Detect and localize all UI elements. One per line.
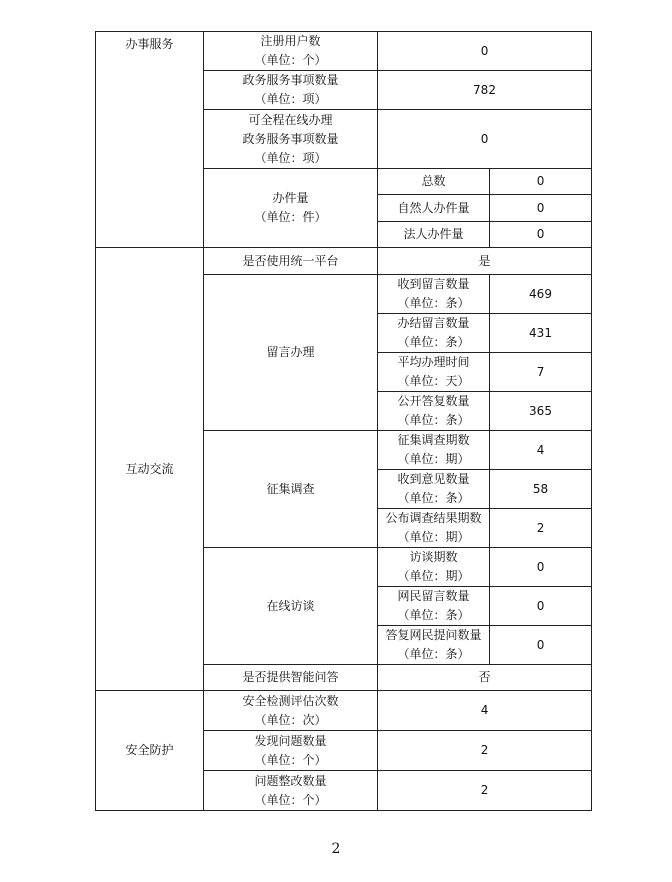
table-row <box>96 691 592 731</box>
value-cases-legal: 0 <box>490 222 592 248</box>
value-security-checks: 4 <box>378 691 592 731</box>
table-row <box>96 32 592 71</box>
row-label-cases: 办件量 （单位：件） <box>204 169 378 248</box>
value-survey-results: 2 <box>490 509 592 548</box>
value-survey-periods: 4 <box>490 431 592 470</box>
row-label-online-items: 可全程在线办理 政务服务事项数量 （单位：项） <box>204 110 378 169</box>
sub-label-cases-total: 总数 <box>378 169 490 195</box>
sub-label-survey-periods: 征集调查期数 （单位：期） <box>378 431 490 470</box>
row-label-security-checks: 安全检测评估次数 （单位：次） <box>204 691 378 731</box>
value-messages-received: 469 <box>490 275 592 314</box>
value-interview-messages: 0 <box>490 587 592 626</box>
row-label-service-items: 政务服务事项数量 （单位：项） <box>204 71 378 110</box>
value-smart-qa: 否 <box>378 665 592 691</box>
sub-label-messages-avg-time: 平均办理时间 （单位：天） <box>378 353 490 392</box>
table-row <box>96 248 592 275</box>
value-messages-closed: 431 <box>490 314 592 353</box>
value-service-items: 782 <box>378 71 592 110</box>
value-registered-users: 0 <box>378 32 592 71</box>
value-messages-avg-time: 7 <box>490 353 592 392</box>
sub-label-messages-received: 收到留言数量 （单位：条） <box>378 275 490 314</box>
section-title-service: 办事服务 <box>96 32 204 248</box>
row-label-unified-platform: 是否使用统一平台 <box>204 248 378 275</box>
sub-label-messages-public-replies: 公开答复数量 （单位：条） <box>378 392 490 431</box>
value-unified-platform: 是 <box>378 248 592 275</box>
sub-label-survey-results: 公布调查结果期数 （单位：期） <box>378 509 490 548</box>
group-title-messages: 留言办理 <box>204 275 378 431</box>
value-survey-opinions: 58 <box>490 470 592 509</box>
sub-label-survey-opinions: 收到意见数量 （单位：条） <box>378 470 490 509</box>
row-label-registered-users: 注册用户数 （单位：个） <box>204 32 378 71</box>
statistics-table <box>95 31 592 811</box>
page-number: 2 <box>331 841 341 857</box>
sub-label-messages-closed: 办结留言数量 （单位：条） <box>378 314 490 353</box>
value-interview-periods: 0 <box>490 548 592 587</box>
sub-label-cases-natural: 自然人办件量 <box>378 195 490 222</box>
sub-label-interview-periods: 访谈期数 （单位：期） <box>378 548 490 587</box>
value-interview-answers: 0 <box>490 626 592 665</box>
row-label-issues-fixed: 问题整改数量 （单位：个） <box>204 771 378 811</box>
section-title-interaction: 互动交流 <box>96 248 204 691</box>
row-label-smart-qa: 是否提供智能问答 <box>204 665 378 691</box>
row-label-issues-found: 发现问题数量 （单位：个） <box>204 731 378 771</box>
sub-label-cases-legal: 法人办件量 <box>378 222 490 248</box>
value-issues-found: 2 <box>378 731 592 771</box>
group-title-survey: 征集调查 <box>204 431 378 548</box>
value-online-items: 0 <box>378 110 592 169</box>
section-title-security: 安全防护 <box>96 691 204 811</box>
value-issues-fixed: 2 <box>378 771 592 811</box>
sub-label-interview-answers: 答复网民提问数量 （单位：条） <box>378 626 490 665</box>
value-messages-public-replies: 365 <box>490 392 592 431</box>
value-cases-total: 0 <box>490 169 592 195</box>
value-cases-natural: 0 <box>490 195 592 222</box>
group-title-interview: 在线访谈 <box>204 548 378 665</box>
sub-label-interview-messages: 网民留言数量 （单位：条） <box>378 587 490 626</box>
